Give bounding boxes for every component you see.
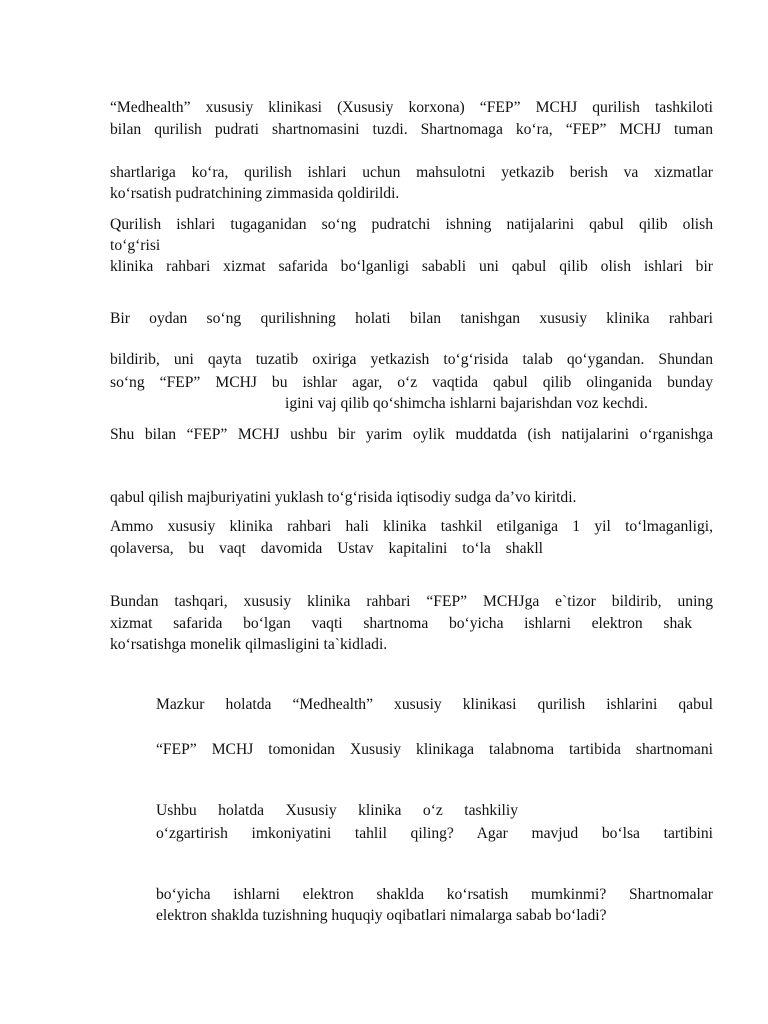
text-line-11: igini vaj qilib qo‘shimcha ishlarni bajarishdan voz kechdi. xyxy=(285,395,648,412)
text-line-18: ko‘rsatishga monelik qilmasligini ta`kidladi. xyxy=(110,636,388,653)
text-line-21: Ushbu holatda Xususiy klinika o‘z tashkiliy xyxy=(156,802,518,819)
text-line-13: qabul qilish majburiyatini yuklash to‘g‘risida iqtisodiy sudga da’vo kiritdi. xyxy=(110,489,577,506)
text-line-24: elektron shaklda tuzishning huquqiy oqibatlari nimalarga sabab bo‘ladi? xyxy=(156,907,607,924)
text-line-22: o‘zgartirish imkoniyatini tahlil qiling? Agar mavjud bo‘lsa tartibini xyxy=(156,825,713,842)
text-line-14: Ammo xususiy klinika rahbari hali klinika tashkil etilganiga 1 yil to‘lmaganligi, xyxy=(110,518,713,535)
text-line-5: Qurilish ishlari tugaganidan so‘ng pudratchi ishning natijalarini qabul qilib olish xyxy=(110,216,713,233)
text-line-17: xizmat safarida bo‘lgan vaqti shartnoma bo‘yicha ishlarni elektron shak xyxy=(110,615,692,632)
text-line-12: Shu bilan “FEP” MCHJ ushbu bir yarim oylik muddatda (ish natijalarini o‘rganishga xyxy=(110,426,713,443)
text-line-23: bo‘yicha ishlarni elektron shaklda ko‘rsatish mumkinmi? Shartnomalar xyxy=(156,886,713,903)
text-line-19: Mazkur holatda “Medhealth” xususiy klinikasi qurilish ishlarini qabul xyxy=(156,696,713,713)
text-line-2: bilan qurilish pudrati shartnomasini tuzdi. Shartnomaga ko‘ra, “FEP” MCHJ tuman xyxy=(110,121,713,138)
text-line-4: ko‘rsatish pudratchining zimmasida qoldirildi. xyxy=(110,185,400,202)
text-line-1: “Medhealth” xususiy klinikasi (Xususiy korxona) “FEP” MCHJ qurilish tashkiloti xyxy=(110,99,713,116)
text-line-8: Bir oydan so‘ng qurilishning holati bilan tanishgan xususiy klinika rahbari xyxy=(110,310,713,327)
text-line-16: Bundan tashqari, xususiy klinika rahbari “FEP” MCHJga e`tizor bildirib, uning xyxy=(110,593,713,610)
text-line-7: klinika rahbari xizmat safarida bo‘lganligi sababli uni qabul qilib olish ishlari bir xyxy=(110,258,713,275)
text-line-10: so‘ng “FEP” MCHJ bu ishlar agar, o‘z vaqtida qabul qilib olinganida bunday xyxy=(110,374,713,391)
text-line-3: shartlariga ko‘ra, qurilish ishlari uchun mahsulotni yetkazib berish va xizmatlar xyxy=(110,164,713,181)
text-line-15: qolaversa, bu vaqt davomida Ustav kapitalini to‘la shakll xyxy=(110,540,543,557)
text-line-6: to‘g‘risi xyxy=(110,237,161,254)
text-line-9: bildirib, uni qayta tuzatib oxiriga yetkazish to‘g‘risida talab qo‘ygandan. Shundan xyxy=(110,351,713,368)
text-line-20: “FEP” MCHJ tomonidan Xususiy klinikaga talabnoma tartibida shartnomani xyxy=(156,741,713,758)
